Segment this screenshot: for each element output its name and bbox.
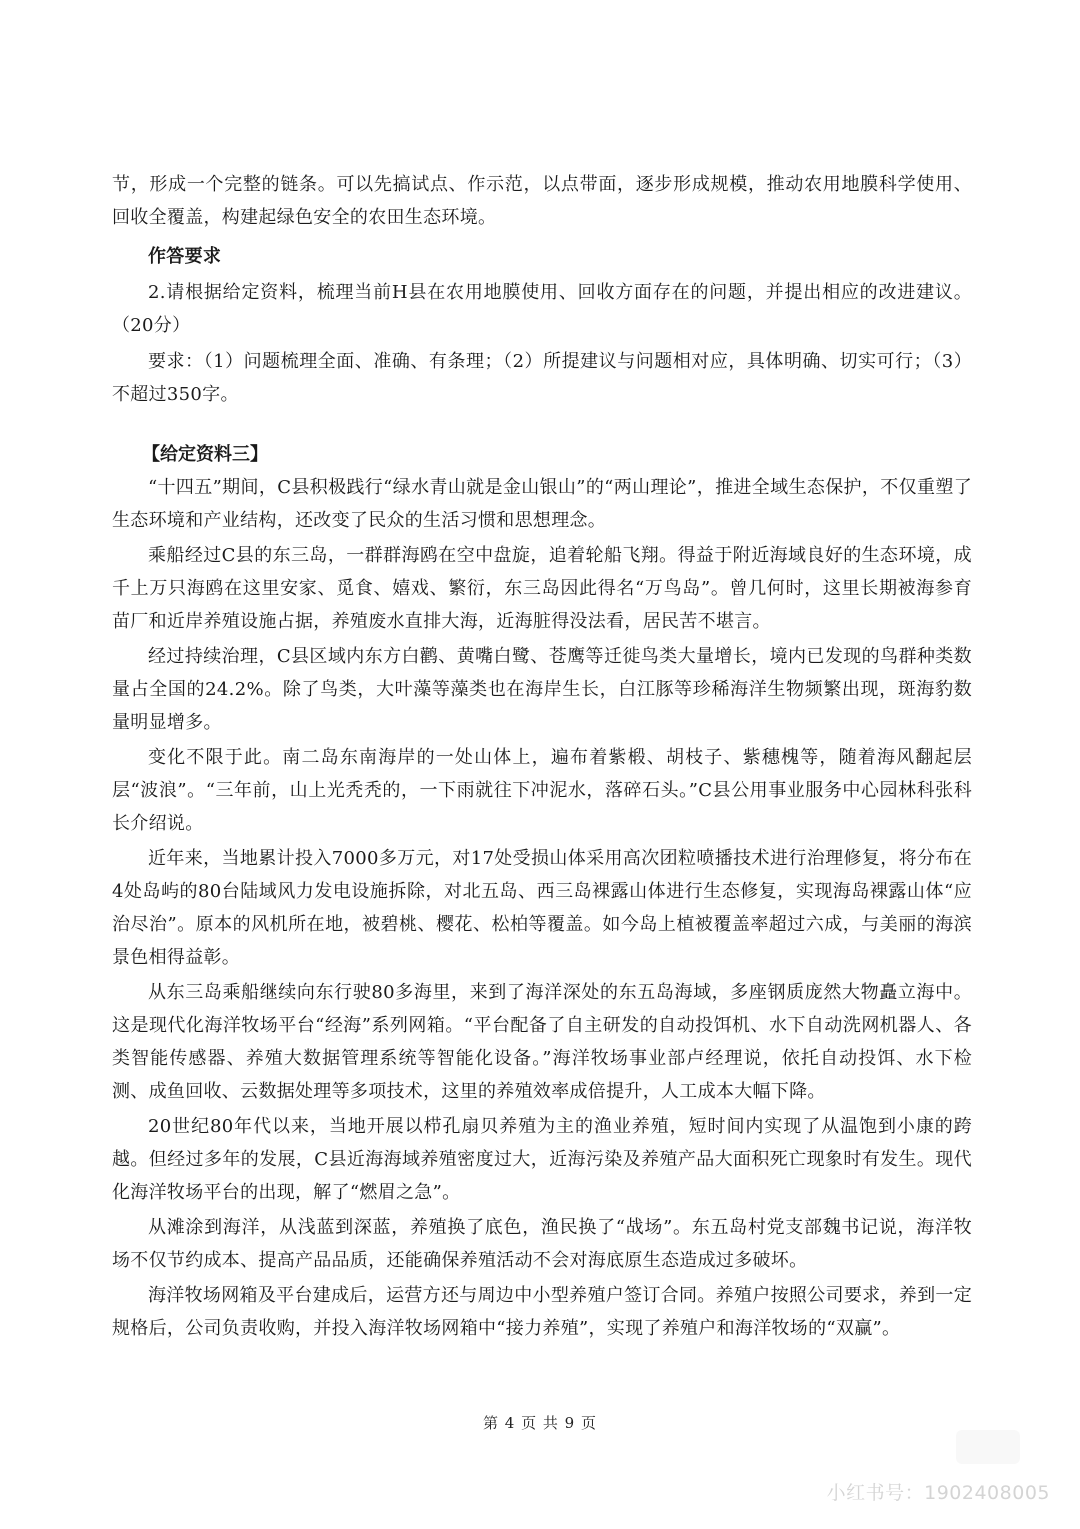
section-3-heading: 【给定资料三】 xyxy=(142,444,268,465)
section-3-paragraph: “十四五”期间，C县积极践行“绿水青山就是金山银山”的“两山理论”，推进全域生态保护，不仅重塑了生态环境和产业结构，还改变了民众的生活习惯和思想理念。 xyxy=(112,477,972,531)
answer-requirements-heading: 作答要求 xyxy=(148,246,222,267)
question-2: 2.请根据给定资料，梳理当前H县在农用地膜使用、回收方面存在的问题，并提出相应的改进建议。（20分） xyxy=(112,282,972,336)
page-number-footer: 第 4 页 共 9 页 xyxy=(483,1414,597,1432)
document-page xyxy=(112,168,972,1345)
section-3-paragraph: 变化不限于此。南二岛东南海岸的一处山体上，遍布着紫椴、胡枝子、紫穗槐等，随着海风翻起层层“波浪”。“三年前，山上光秃秃的，一下雨就往下冲泥水，落碎石头。”C县公用事业服务中心园林科张科长介绍说。 xyxy=(112,747,972,834)
section-3-paragraph: 近年来，当地累计投入7000多万元，对17处受损山体采用高次团粒喷播技术进行治理修复，将分布在4处岛屿的80台陆域风力发电设施拆除，对北五岛、西三岛裸露山体进行生态修复，实现海岛裸露山体“应治尽治”。原本的风机所在地，被碧桃、樱花、松柏等覆盖。如今岛上植被覆盖率超过六成，与美丽的海滨景色相得益彰。 xyxy=(112,848,972,968)
corner-overlay xyxy=(956,1430,1020,1464)
section-3-paragraph: 从东三岛乘船继续向东行驶80多海里，来到了海洋深处的东五岛海域，多座钢质庞然大物矗立海中。这是现代化海洋牧场平台“经海”系列网箱。“平台配备了自主研发的自动投饵机、水下自动洗网机器人、各类智能传感器、养殖大数据管理系统等智能化设备。”海洋牧场事业部卢经理说，依托自动投饵、水下检测、成鱼回收、云数据处理等多项技术，这里的养殖效率成倍提升，人工成本大幅下降。 xyxy=(112,982,972,1102)
section-3-paragraph: 乘船经过C县的东三岛，一群群海鸥在空中盘旋，追着轮船飞翔。得益于附近海域良好的生态环境，成千上万只海鸥在这里安家、觅食、嬉戏、繁衍，东三岛因此得名“万鸟岛”。曾几何时，这里长期被海参育苗厂和近岸养殖设施占据，养殖废水直排大海，近海脏得没法看，居民苦不堪言。 xyxy=(112,545,972,632)
watermark: 小红书号：1902408005 xyxy=(826,1482,1050,1504)
section-3-paragraph: 海洋牧场网箱及平台建成后，运营方还与周边中小型养殖户签订合同。养殖户按照公司要求，养到一定规格后，公司负责收购，并投入海洋牧场网箱中“接力养殖”，实现了养殖户和海洋牧场的“双赢”。 xyxy=(112,1285,972,1339)
section-3-paragraph: 20世纪80年代以来，当地开展以栉孔扇贝养殖为主的渔业养殖，短时间内实现了从温饱到小康的跨越。但经过多年的发展，C县近海海域养殖密度过大，近海污染及养殖产品大面积死亡现象时有发生。现代化海洋牧场平台的出现，解了“燃眉之急”。 xyxy=(112,1116,972,1203)
section-3-paragraph: 从滩涂到海洋，从浅蓝到深蓝，养殖换了底色，渔民换了“战场”。东五岛村党支部魏书记说，海洋牧场不仅节约成本、提高产品品质，还能确保养殖活动不会对海底原生态造成过多破坏。 xyxy=(112,1217,972,1271)
section-3-paragraph: 经过持续治理，C县区域内东方白鹳、黄嘴白鹭、苍鹰等迁徙鸟类大量增长，境内已发现的鸟群种类数量占全国的24.2%。除了鸟类，大叶藻等藻类也在海岸生长，白江豚等珍稀海洋生物频繁出现，斑海豹数量明显增多。 xyxy=(112,646,972,733)
answer-requirements: 要求：（1）问题梳理全面、准确、有条理；（2）所提建议与问题相对应，具体明确、切实可行；（3）不超过350字。 xyxy=(112,351,972,405)
paragraph-continuation: 节，形成一个完整的链条。可以先搞试点、作示范，以点带面，逐步形成规模，推动农用地膜科学使用、回收全覆盖，构建起绿色安全的农田生态环境。 xyxy=(112,174,972,228)
